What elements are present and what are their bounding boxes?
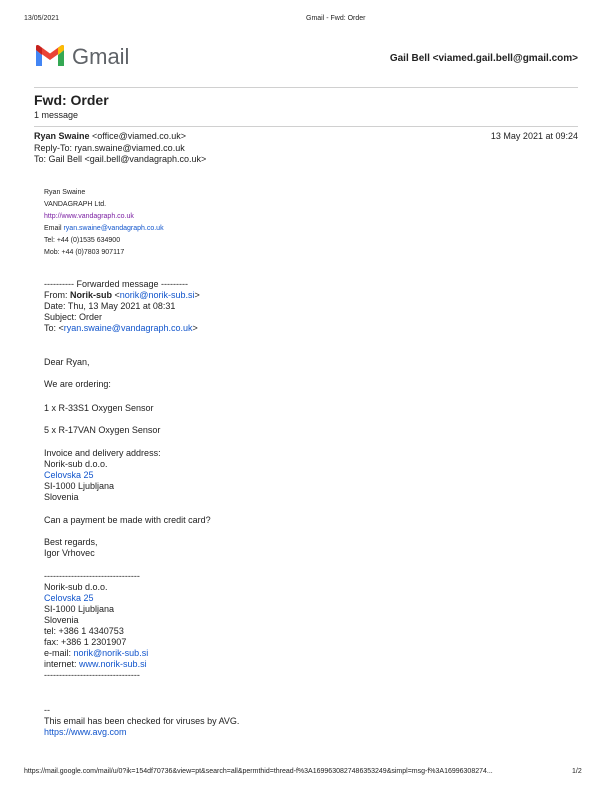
print-url: https://mail.google.com/mail/u/0?ik=154df70736&view=pt&search=all&permthid=thread-f%3A1699630827486353249&simpl=msg-f%3A16996308274... <box>24 768 493 775</box>
sig-email-link[interactable]: ryan.swaine@vandagraph.co.uk <box>63 225 164 232</box>
address-street-link[interactable]: Celovska 25 <box>44 470 94 480</box>
closing <box>44 537 98 559</box>
sender-email: <office@viamed.co.uk> <box>92 131 187 141</box>
avg-link[interactable]: https://www.avg.com <box>44 727 127 737</box>
message-date: 13 May 2021 at 09:24 <box>490 131 578 141</box>
sig-dashes: -------------------------------- <box>44 670 140 680</box>
address-label: Invoice and delivery address: <box>44 448 161 458</box>
company-email-line <box>44 648 148 659</box>
account-email: Gail Bell <viamed.gail.bell@gmail.com> <box>389 53 578 64</box>
forwarded-header <box>44 279 200 334</box>
header-divider <box>34 87 578 88</box>
signer-name: Igor Vrhovec <box>44 548 95 558</box>
reply-to: Reply-To: ryan.swaine@viamed.co.uk <box>34 143 185 153</box>
subject-divider <box>34 126 578 127</box>
sig-name: Ryan Swaine <box>44 189 86 196</box>
greeting: Dear Ryan, <box>44 357 90 367</box>
forward-from-label: From: <box>44 290 68 300</box>
sender-name: Ryan Swaine <box>34 131 90 141</box>
address-company: Norik-sub d.o.o. <box>44 459 108 469</box>
sig-company: VANDAGRAPH Ltd. <box>44 201 107 208</box>
sig-email-label: Email <box>44 225 62 232</box>
forward-subject: Subject: Order <box>44 312 103 322</box>
address-country: Slovenia <box>44 492 79 502</box>
sender-signature <box>44 187 164 259</box>
company-fax: fax: +386 1 2301907 <box>44 637 127 647</box>
company-internet-link[interactable]: www.norik-sub.si <box>79 659 147 669</box>
sig-website-link[interactable]: http://www.vandagraph.co.uk <box>44 213 134 220</box>
forward-to-label: To: <box>44 323 57 333</box>
sig-mob: Mob: +44 (0)7803 907117 <box>44 249 125 256</box>
thread-subject: Fwd: Order <box>34 92 109 108</box>
avg-note <box>44 705 239 738</box>
sender <box>34 131 186 142</box>
company-street-link[interactable]: Celovska 25 <box>44 593 94 603</box>
page-number: 1/2 <box>572 768 582 775</box>
avg-separator: -- <box>44 705 50 715</box>
address-city: SI-1000 Ljubljana <box>44 481 115 491</box>
company-tel: tel: +386 1 4340753 <box>44 626 124 636</box>
forward-from: From: Norik-sub <norik@norik-sub.si> <box>44 290 200 300</box>
company-name: Norik-sub d.o.o. <box>44 582 108 592</box>
sig-email-line <box>44 223 164 235</box>
order-item: 1 x R-33S1 Oxygen Sensor <box>44 403 154 413</box>
company-email-label: e-mail: <box>44 648 72 658</box>
company-internet-line <box>44 659 148 670</box>
payment-question: Can a payment be made with credit card? <box>44 515 211 525</box>
gmail-logo-icon <box>34 44 66 68</box>
forward-from-name: Norik-sub <box>70 290 113 300</box>
company-signature <box>44 571 148 681</box>
gmail-logo-text: Gmail <box>72 44 130 69</box>
company-city: SI-1000 Ljubljana <box>44 604 115 614</box>
intro: We are ordering: <box>44 379 111 389</box>
sig-tel: Tel: +44 (0)1535 634900 <box>44 237 121 244</box>
regards: Best regards, <box>44 537 98 547</box>
forward-to: To: <ryan.swaine@vandagraph.co.uk> <box>44 323 198 333</box>
company-email-link[interactable]: norik@norik-sub.si <box>73 648 149 658</box>
print-date: 13/05/2021 <box>24 15 60 22</box>
print-title: Gmail - Fwd: Order <box>306 15 366 22</box>
message-count: 1 message <box>34 110 79 120</box>
forward-from-email-link[interactable]: norik@norik-sub.si <box>119 290 195 300</box>
forward-divider: ---------- Forwarded message --------- <box>44 279 188 289</box>
sig-dashes: -------------------------------- <box>44 571 140 581</box>
recipient: To: Gail Bell <gail.bell@vandagraph.co.uk> <box>34 154 207 164</box>
company-country: Slovenia <box>44 615 79 625</box>
forward-date: Date: Thu, 13 May 2021 at 08:31 <box>44 301 176 311</box>
avg-text: This email has been checked for viruses by AVG. <box>44 716 240 726</box>
order-item: 5 x R-17VAN Oxygen Sensor <box>44 425 161 435</box>
delivery-address <box>44 448 161 503</box>
forward-to-email-link[interactable]: ryan.swaine@vandagraph.co.uk <box>63 323 193 333</box>
company-internet-label: internet: <box>44 659 77 669</box>
